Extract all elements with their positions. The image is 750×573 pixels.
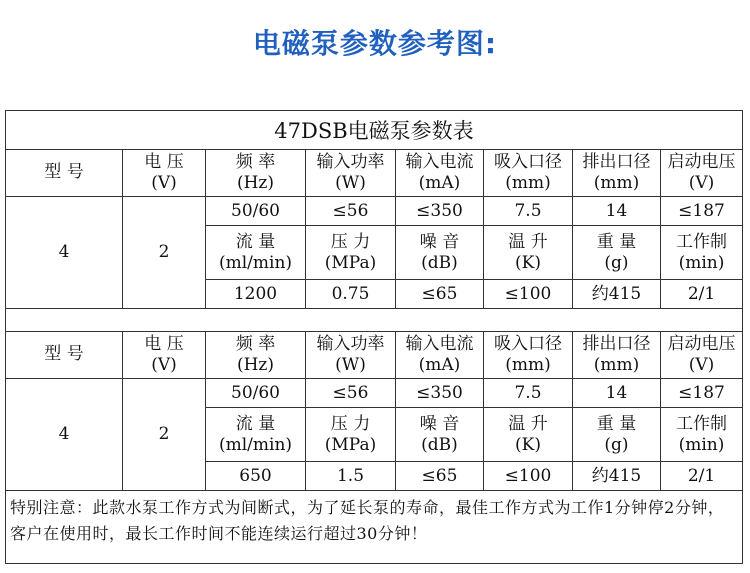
header-cell-line: (dB)	[421, 434, 458, 455]
value-cell	[573, 462, 661, 491]
header-cell-line: 排出口径	[582, 333, 651, 354]
header-cell-line: 流 量	[235, 413, 276, 434]
value-cell-line: ≤65	[421, 465, 458, 486]
value-cell-line: 1.5	[336, 465, 365, 486]
value-cell	[306, 379, 396, 408]
value-cell-line: ≤187	[678, 382, 725, 403]
header-cell	[484, 331, 573, 379]
value-cell-line: 7.5	[514, 382, 542, 403]
header-cell-line: 频 率	[235, 151, 276, 172]
header-cell-line: (mm)	[505, 172, 551, 193]
header-cell	[573, 408, 661, 462]
header-cell	[396, 149, 484, 197]
value-cell	[206, 197, 306, 226]
value-cell	[206, 379, 306, 408]
header-cell	[396, 408, 484, 462]
header-cell-line: (mA)	[418, 172, 461, 193]
header-cell-line: (V)	[151, 172, 177, 193]
header-cell-line: (Hz)	[236, 172, 275, 193]
header-cell	[123, 331, 206, 379]
value-cell	[484, 197, 573, 226]
value-cell-line: 7.5	[514, 200, 542, 221]
value-cell	[573, 197, 661, 226]
header-cell-line: 噪 音	[419, 413, 460, 434]
usage-note: 特别注意：此款水泵工作方式为间断式，为了延长泵的寿命，最佳工作方式为工作1分钟停2分钟，客户在使用时，最长工作时间不能连续运行超过30分钟！	[10, 498, 725, 543]
value-cell	[396, 197, 484, 226]
value-cell	[573, 379, 661, 408]
header-cell	[396, 226, 484, 280]
value-cell-line: ≤65	[421, 283, 458, 304]
header-cell-line: (ml/min)	[218, 434, 293, 455]
header-cell-line: (K)	[515, 434, 541, 455]
header-cell-line: (V)	[151, 354, 177, 375]
value-cell-line: ≤100	[504, 283, 552, 304]
header-cell	[573, 226, 661, 280]
voltage-cell-line: 2	[158, 242, 170, 262]
header-cell-line: (dB)	[421, 252, 458, 273]
value-cell-line: 2/1	[687, 465, 716, 486]
header-cell-line: 型 号	[44, 344, 84, 364]
value-cell-line: 约415	[591, 283, 642, 304]
value-cell	[661, 462, 742, 491]
header-cell	[206, 226, 306, 280]
header-cell-line: (g)	[604, 434, 629, 455]
header-cell-line: 排出口径	[582, 151, 651, 172]
header-cell-line: (K)	[515, 252, 541, 273]
value-cell	[206, 462, 306, 491]
value-cell	[306, 462, 396, 491]
voltage-cell	[123, 197, 206, 309]
header-cell-line: 电 压	[144, 151, 184, 172]
model-cell-line: 4	[58, 424, 70, 444]
header-cell-line: 工作制	[676, 413, 727, 434]
value-cell-line: 1200	[233, 283, 278, 304]
value-cell-line: ≤56	[332, 200, 369, 221]
header-cell-line: (V)	[688, 172, 715, 193]
header-cell-line: 频 率	[235, 333, 276, 354]
header-cell-line: 输入功率	[316, 333, 385, 354]
value-cell-line: ≤100	[504, 465, 552, 486]
model-cell	[6, 197, 123, 309]
header-cell-line: (MPa)	[324, 252, 377, 273]
value-cell	[661, 379, 742, 408]
header-cell-line: (V)	[688, 354, 715, 375]
header-cell-line: 启动电压	[667, 333, 736, 354]
header-cell-line: 压 力	[330, 231, 371, 252]
header-cell-line: (min)	[678, 434, 725, 455]
value-cell	[306, 280, 396, 309]
header-cell-line: (W)	[335, 354, 366, 375]
header-cell	[484, 149, 573, 197]
value-cell	[484, 379, 573, 408]
header-cell-line: 输入电流	[405, 333, 474, 354]
header-cell	[6, 331, 123, 379]
parameter-table	[5, 110, 743, 564]
header-cell	[661, 226, 742, 280]
header-cell	[6, 149, 123, 197]
value-cell-line: 50/60	[231, 200, 280, 221]
header-cell	[661, 408, 742, 462]
header-cell-line: (MPa)	[324, 434, 377, 455]
header-cell	[123, 149, 206, 197]
header-cell	[573, 149, 661, 197]
header-cell-line: (min)	[678, 252, 725, 273]
value-cell	[484, 280, 573, 309]
header-cell	[306, 149, 396, 197]
value-cell	[396, 280, 484, 309]
header-cell	[206, 149, 306, 197]
header-cell	[484, 408, 573, 462]
value-cell-line: 650	[239, 465, 272, 486]
header-cell-line: 吸入口径	[494, 333, 562, 354]
value-cell-line: ≤350	[416, 382, 463, 403]
value-cell-line: 14	[605, 200, 628, 221]
value-cell	[206, 280, 306, 309]
value-cell-line: 50/60	[231, 382, 280, 403]
header-cell	[484, 226, 573, 280]
header-cell-line: (Hz)	[236, 354, 275, 375]
value-cell	[661, 197, 742, 226]
header-cell	[306, 331, 396, 379]
header-cell	[661, 331, 742, 379]
value-cell-line: ≤187	[678, 200, 725, 221]
value-cell	[573, 280, 661, 309]
header-cell-line: (mm)	[593, 172, 640, 193]
table-title: 47DSB电磁泵参数表	[6, 111, 742, 150]
header-cell-line: (ml/min)	[218, 252, 293, 273]
value-cell-line: ≤56	[332, 382, 369, 403]
header-cell-line: 温 升	[508, 413, 548, 434]
value-cell-line: 0.75	[331, 283, 370, 304]
header-cell-line: 启动电压	[667, 151, 736, 172]
value-cell	[306, 197, 396, 226]
value-cell-line: ≤350	[416, 200, 463, 221]
page-title: 电磁泵参数参考图:	[252, 27, 498, 60]
value-cell-line: 14	[605, 382, 628, 403]
header-cell-line: (g)	[604, 252, 629, 273]
header-cell-line: (mA)	[418, 354, 461, 375]
value-cell	[661, 280, 742, 309]
header-cell-line: (mm)	[505, 354, 551, 375]
header-cell-line: 流 量	[235, 231, 276, 252]
value-cell-line: 约415	[591, 465, 642, 486]
header-cell-line: 温 升	[508, 231, 548, 252]
header-cell	[306, 408, 396, 462]
header-cell-line: (W)	[335, 172, 366, 193]
value-cell	[484, 462, 573, 491]
value-cell-line: 2/1	[687, 283, 716, 304]
header-cell-line: 重 量	[596, 413, 637, 434]
header-cell-line: 噪 音	[419, 231, 460, 252]
header-cell-line: 输入功率	[316, 151, 385, 172]
header-cell-line: 工作制	[676, 231, 727, 252]
header-cell	[206, 331, 306, 379]
header-cell-line: 电 压	[144, 333, 184, 354]
model-cell	[6, 379, 123, 491]
header-cell	[206, 408, 306, 462]
header-cell-line: 输入电流	[405, 151, 474, 172]
header-cell	[661, 149, 742, 197]
header-cell-line: 压 力	[330, 413, 371, 434]
header-cell-line: 吸入口径	[494, 151, 562, 172]
value-cell	[396, 462, 484, 491]
header-cell	[306, 226, 396, 280]
separator-row	[6, 309, 742, 332]
model-cell-line: 4	[58, 242, 70, 262]
header-cell	[396, 331, 484, 379]
value-cell	[396, 379, 484, 408]
voltage-cell-line: 2	[158, 424, 170, 444]
header-cell-line: 型 号	[44, 162, 84, 182]
voltage-cell	[123, 379, 206, 491]
header-cell-line: (mm)	[593, 354, 640, 375]
header-cell-line: 重 量	[596, 231, 637, 252]
header-cell	[573, 331, 661, 379]
